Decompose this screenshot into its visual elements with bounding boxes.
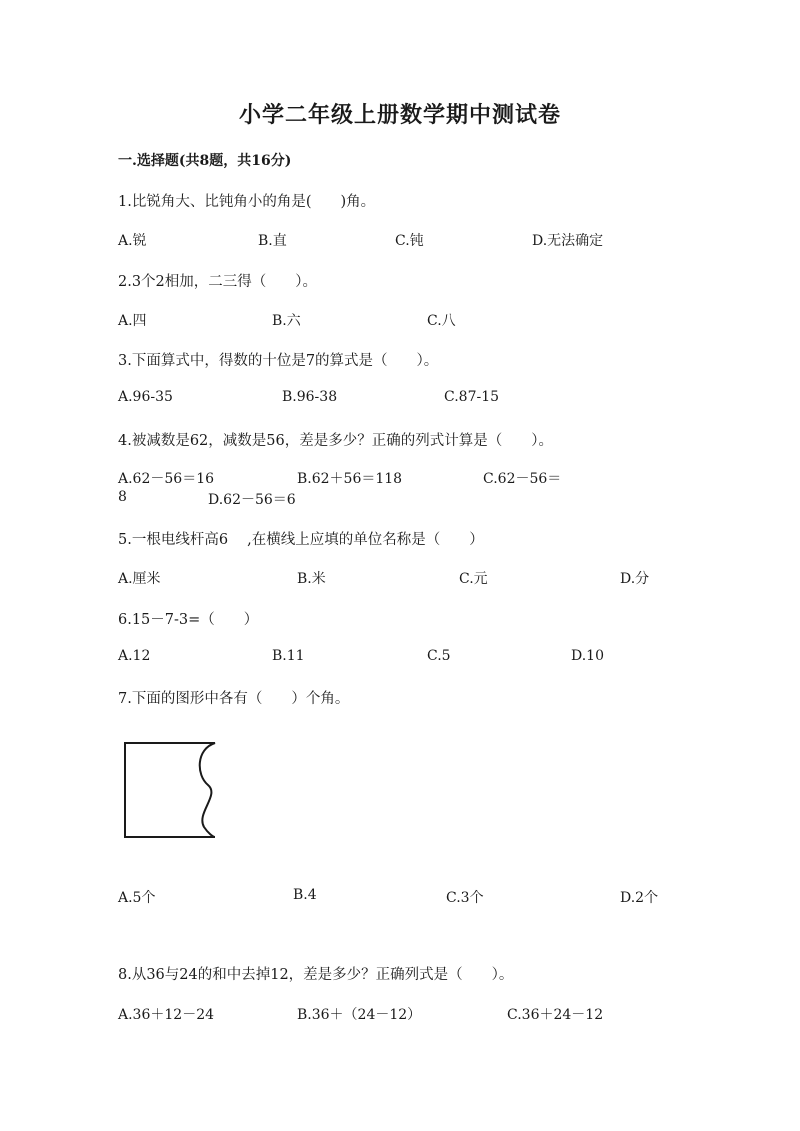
question-3-stem: 3.下面算式中，得数的十位是7的算式是（ ）。 <box>118 353 439 369</box>
question-5-option-c: C.元 <box>459 571 488 587</box>
question-3-option-b: B.96-38 <box>282 389 338 405</box>
section-heading: 一.选择题(共8题，共16分) <box>118 153 292 169</box>
question-1-option-b: B.直 <box>258 233 287 249</box>
question-2-option-c: C.八 <box>427 313 456 329</box>
question-1-option-d: D.无法确定 <box>532 233 604 249</box>
question-8-stem: 8.从36与24的和中去掉12，差是多少？正确列式是（ ）。 <box>118 967 514 983</box>
question-6-option-a: A.12 <box>118 648 151 664</box>
question-1-option-a: A.锐 <box>118 233 147 249</box>
question-4-option-d: D.62－56＝6 <box>208 492 296 508</box>
question-2-option-a: A.四 <box>118 313 147 329</box>
question-4-option-a: A.62－56＝16 <box>118 471 215 487</box>
question-8-option-c: C.36＋24－12 <box>507 1007 604 1023</box>
question-4-option-c: C.62－56＝ <box>483 471 562 487</box>
question-7-stem: 7.下面的图形中各有（ ）个角。 <box>118 691 350 707</box>
question-1-option-c: C.钝 <box>395 233 424 249</box>
question-4-option-c-continued: 8 <box>118 489 127 505</box>
question-2-stem: 2.3个2相加，二三得（ ）。 <box>118 274 318 290</box>
question-6-option-b: B.11 <box>272 648 305 664</box>
question-3-option-c: C.87-15 <box>444 389 500 405</box>
question-2-option-b: B.六 <box>272 313 301 329</box>
question-6-stem: 6.15－7-3=（ ） <box>118 612 259 628</box>
question-6-option-c: C.5 <box>427 648 451 664</box>
question-5-option-b: B.米 <box>297 571 326 587</box>
page-title: 小学二年级上册数学期中测试卷 <box>238 102 561 128</box>
curved-square-outline <box>125 743 215 837</box>
question-8-option-b: B.36＋（24－12） <box>297 1007 422 1023</box>
question-4-option-b: B.62＋56＝118 <box>297 471 403 487</box>
question-6-option-d: D.10 <box>571 648 604 664</box>
question-4-stem: 4.被减数是62，减数是56，差是多少？正确的列式计算是（ ）。 <box>118 433 553 449</box>
question-5-option-a: A.厘米 <box>118 571 161 587</box>
question-1-stem: 1.比锐角大、比钝角小的角是( )角。 <box>118 194 376 210</box>
question-8-option-a: A.36＋12－24 <box>118 1007 215 1023</box>
question-5-option-d: D.分 <box>620 571 650 587</box>
shape-figure <box>118 735 228 847</box>
question-7-option-d: D.2个 <box>620 890 659 906</box>
question-7-option-c: C.3个 <box>446 890 484 906</box>
question-5-stem: 5.一根电线杆高6 ,在横线上应填的单位名称是（ ） <box>118 532 484 548</box>
question-7-option-b: B.4 <box>293 887 317 903</box>
question-3-option-a: A.96-35 <box>118 389 173 405</box>
question-7-option-a: A.5个 <box>118 890 156 906</box>
